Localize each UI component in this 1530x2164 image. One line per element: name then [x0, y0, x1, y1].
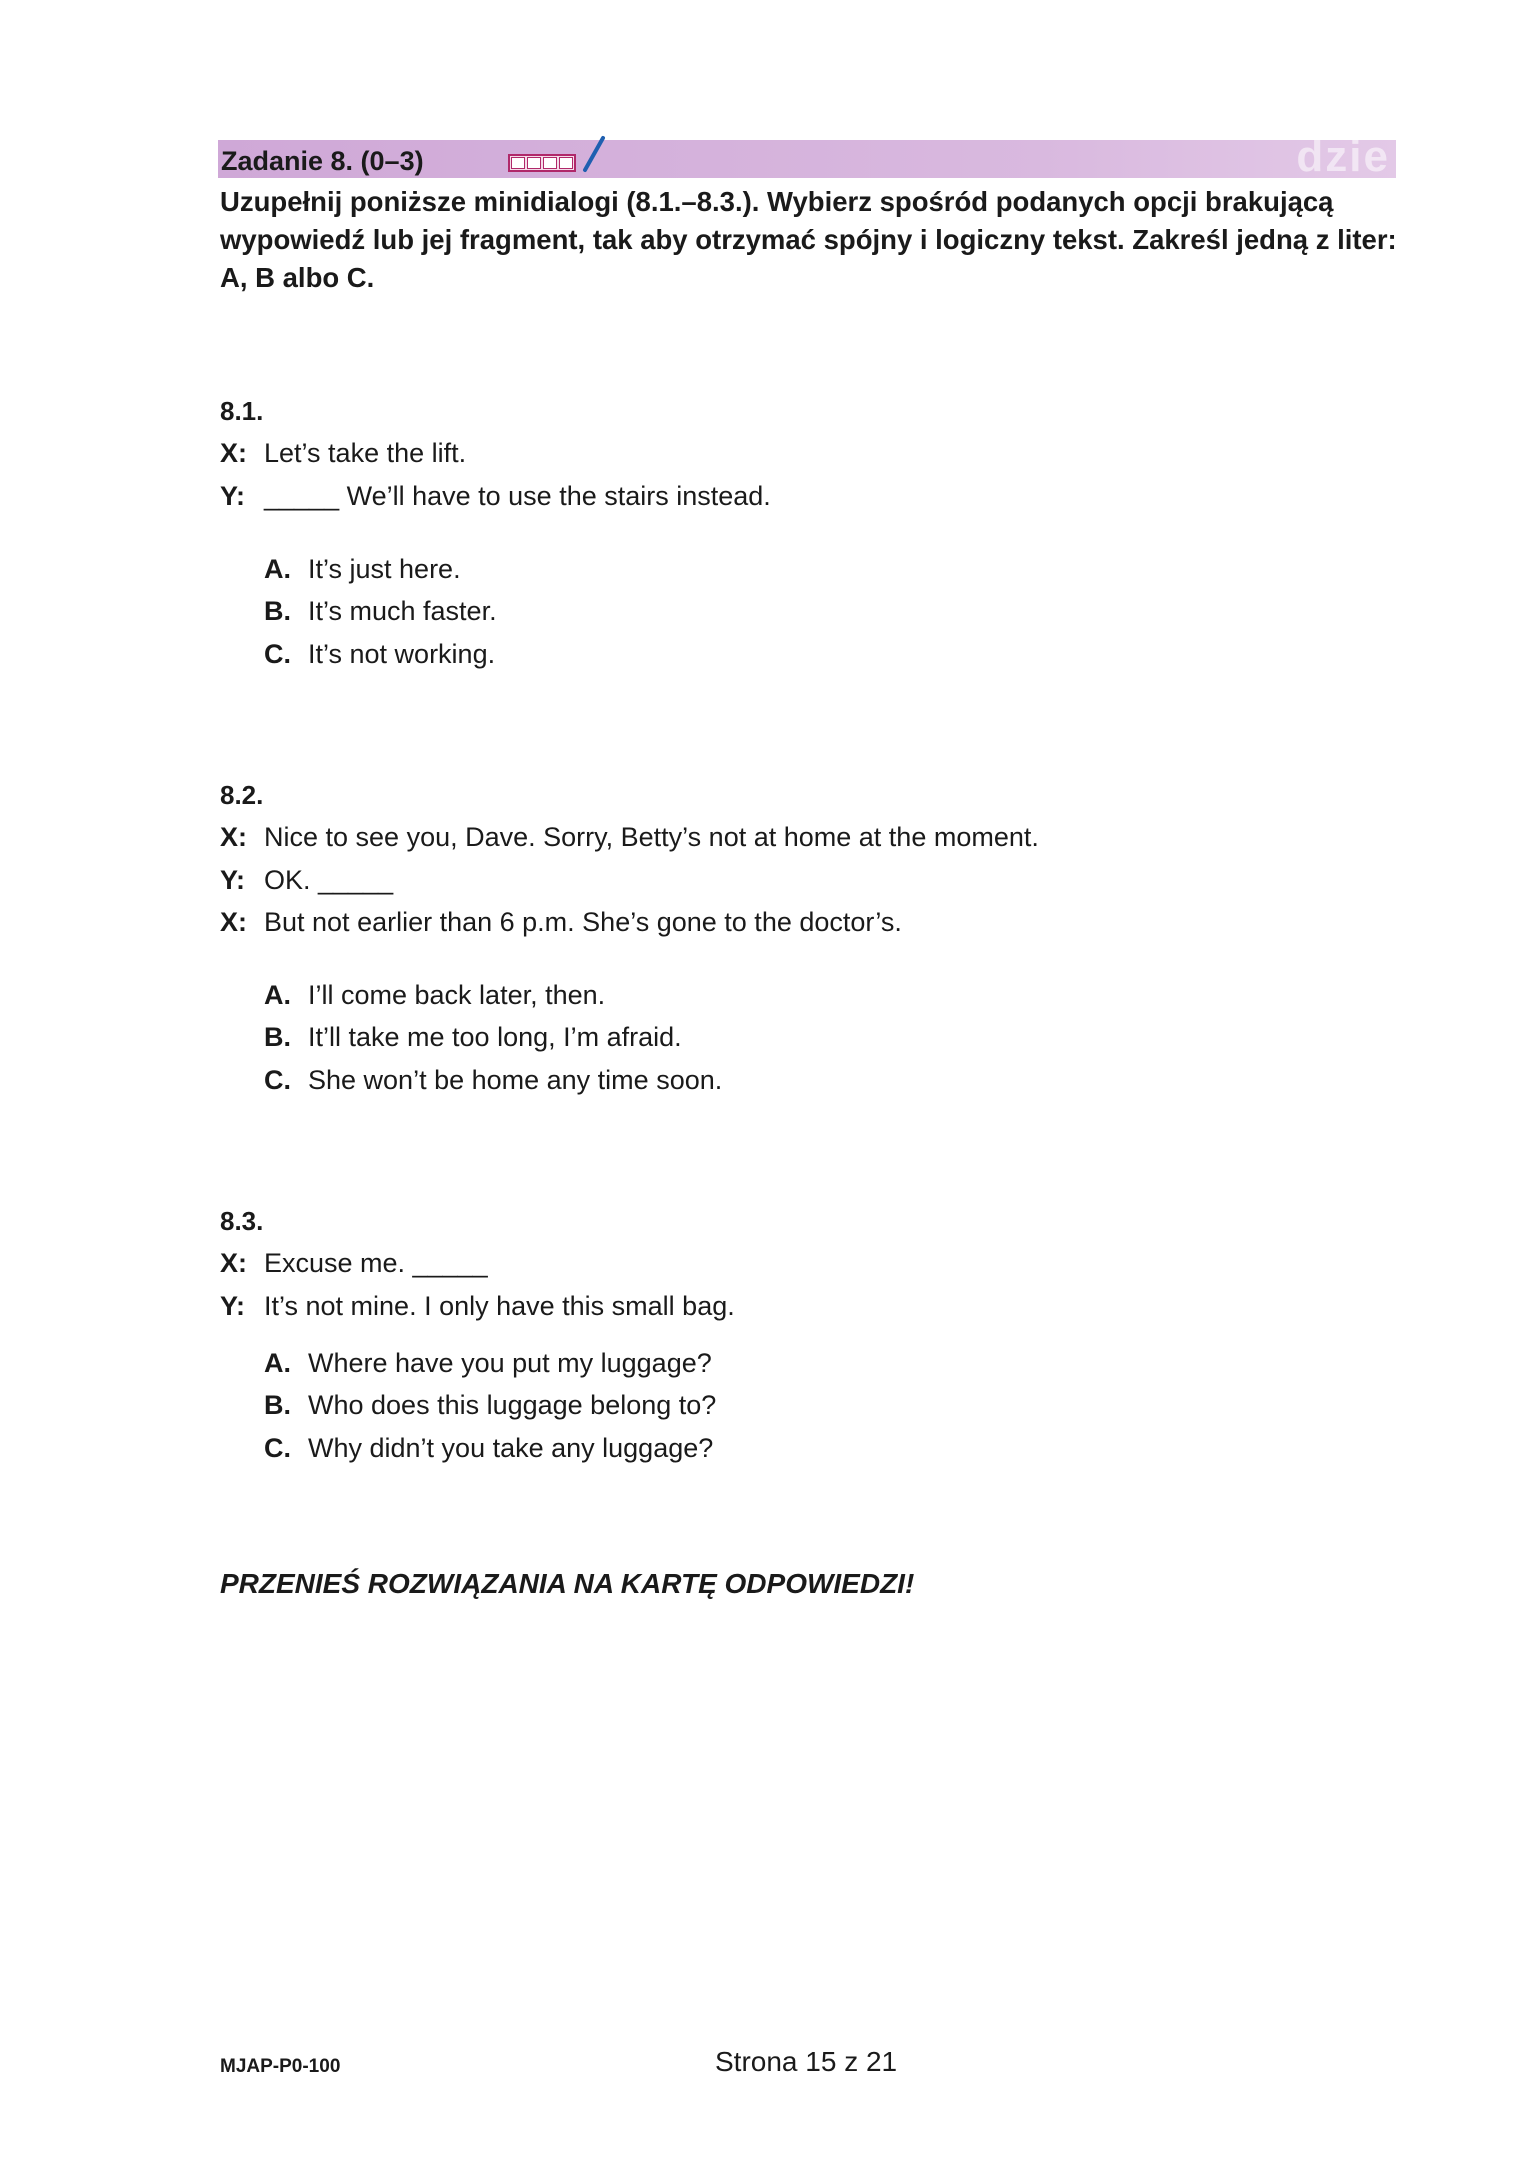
- option-letter[interactable]: A.: [264, 554, 291, 584]
- option-text: Why didn’t you take any luggage?: [308, 1433, 714, 1463]
- speaker-label: X:: [220, 1248, 247, 1278]
- task-instruction: Uzupełnij poniższe minidialogi (8.1.–8.3.). Wybierz spośród podanych opcji brakującą wypowiedź lub jej fragment, tak aby otrzymać spójny i logiczny tekst. Zakreśl jedną z liter: A, B albo C.: [220, 186, 1397, 293]
- option-text: Who does this luggage belong to?: [308, 1390, 717, 1420]
- dialogue-line: [220, 438, 466, 469]
- task-title: Zadanie 8. (0–3): [221, 146, 424, 176]
- watermark: dzie: [1296, 132, 1390, 181]
- option-text: It’s not working.: [308, 639, 496, 669]
- page-number: Strona 15 z 21: [715, 2046, 898, 2077]
- answer-option-c[interactable]: [264, 1065, 722, 1096]
- option-letter[interactable]: C.: [264, 639, 291, 669]
- option-letter[interactable]: C.: [264, 1433, 291, 1463]
- dialogue-line: [220, 822, 1039, 853]
- speaker-label: Y:: [220, 481, 245, 511]
- speaker-label: X:: [220, 438, 247, 468]
- answer-option-a[interactable]: [264, 1348, 712, 1379]
- transfer-note: PRZENIEŚ ROZWIĄZANIA NA KARTĘ ODPOWIEDZI!: [220, 1568, 915, 1599]
- utterance: Nice to see you, Dave. Sorry, Betty’s not at home at the moment.: [264, 822, 1039, 852]
- dialogue-line: [220, 1291, 735, 1322]
- item-number: 8.2.: [220, 780, 264, 810]
- utterance: OK. _____: [264, 865, 394, 895]
- answer-option-b[interactable]: [264, 596, 497, 627]
- option-letter[interactable]: A.: [264, 980, 291, 1010]
- utterance: It’s not mine. I only have this small bag.: [264, 1291, 735, 1321]
- dialogue-line: [220, 907, 902, 938]
- speaker-label: Y:: [220, 1291, 245, 1321]
- option-letter[interactable]: B.: [264, 596, 291, 626]
- dialogue-line: [220, 1248, 488, 1279]
- utterance: Excuse me. _____: [264, 1248, 488, 1278]
- speaker-label: Y:: [220, 865, 245, 895]
- answer-option-b[interactable]: [264, 1390, 716, 1421]
- exam-code: MJAP-P0-100: [220, 2056, 341, 2077]
- pen-icon: [581, 134, 607, 174]
- option-text: She won’t be home any time soon.: [308, 1065, 723, 1095]
- speaker-label: X:: [220, 907, 247, 937]
- item-number: 8.3.: [220, 1206, 264, 1236]
- answer-option-a[interactable]: [264, 554, 461, 585]
- utterance: But not earlier than 6 p.m. She’s gone to the doctor’s.: [264, 907, 902, 937]
- answer-option-c[interactable]: [264, 639, 495, 670]
- option-text: I’ll come back later, then.: [308, 980, 606, 1010]
- answer-option-b[interactable]: [264, 1022, 682, 1053]
- option-letter[interactable]: A.: [264, 1348, 291, 1378]
- option-text: It’s just here.: [308, 554, 461, 584]
- option-text: Where have you put my luggage?: [308, 1348, 712, 1378]
- option-text: It’s much faster.: [308, 596, 497, 626]
- task-header-bar: [218, 132, 1396, 181]
- score-boxes: [508, 154, 576, 172]
- answer-option-a[interactable]: [264, 980, 605, 1011]
- option-letter[interactable]: C.: [264, 1065, 291, 1095]
- speaker-label: X:: [220, 822, 247, 852]
- option-letter[interactable]: B.: [264, 1390, 291, 1420]
- option-text: It’ll take me too long, I’m afraid.: [308, 1022, 682, 1052]
- option-letter[interactable]: B.: [264, 1022, 291, 1052]
- answer-option-c[interactable]: [264, 1433, 713, 1464]
- utterance: _____ We’ll have to use the stairs instead.: [264, 481, 771, 511]
- dialogue-line: [220, 865, 393, 896]
- utterance: Let’s take the lift.: [264, 438, 467, 468]
- dialogue-line: [220, 481, 771, 512]
- item-number: 8.1.: [220, 396, 264, 426]
